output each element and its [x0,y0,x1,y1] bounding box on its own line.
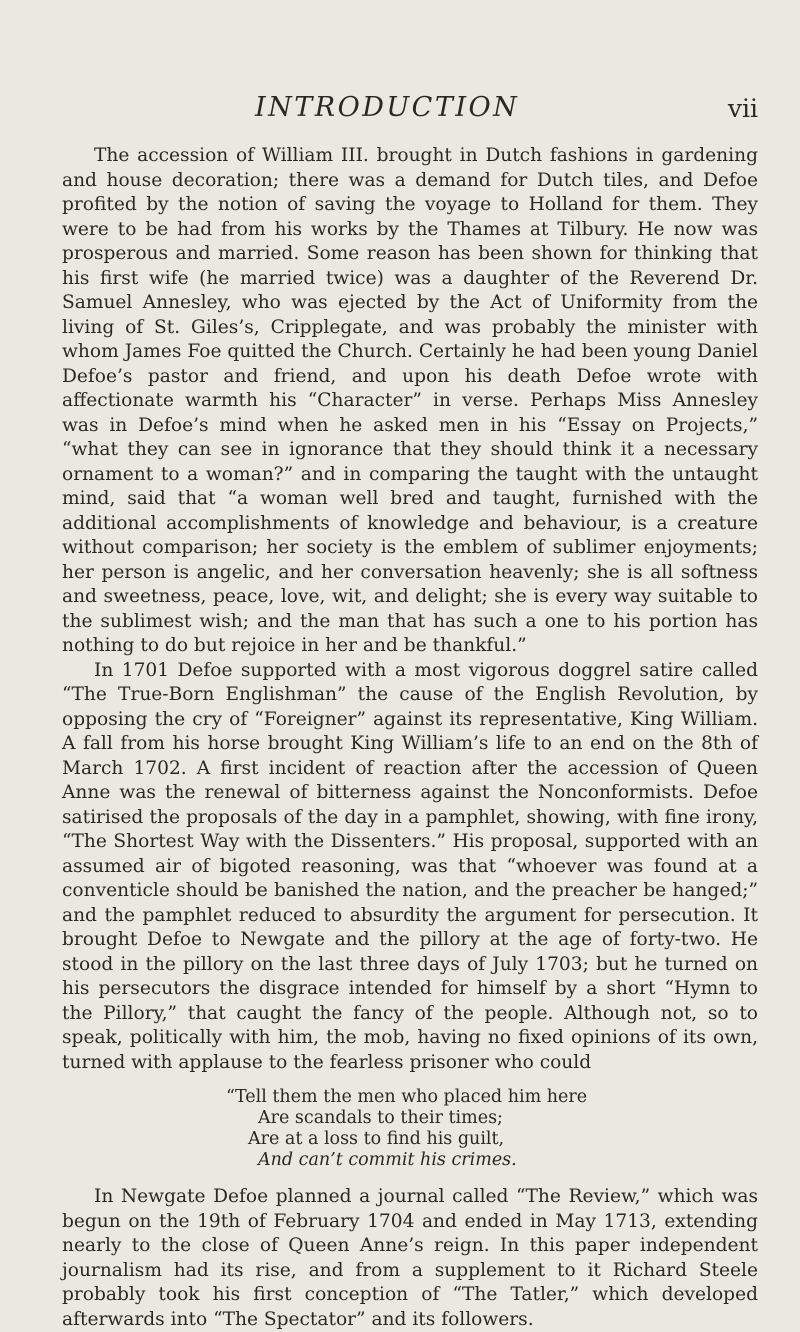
paragraph-accession: The accession of William III. brought in Dutch fashions in gardening and house decoration; there was a demand for Dutch tiles, and Defoe profited by the notion of saving the voyage to Holland for them. They were to be had from his works by the Thames at Tilbury. He now was prosperous and married. Some reason has been shown for thinking that his first wife (he married twice) was a daughter of the Reverend Dr. Samuel Annesley, who was ejected by the Act of Uniformity from the living of St. Giles’s, Cripplegate, and was probably the minister with whom James Foe quitted the Church. Certainly he had been young Daniel Defoe’s pastor and friend, and upon his death Defoe wrote with affectionate warmth his “Character” in verse. Perhaps Miss Annesley was in Defoe’s mind when he asked men in his “Essay on Projects,” “what they can see in ignorance that they should think it a necessary ornament to a woman?” and in comparing the taught with the untaught mind, said that “a woman well bred and taught, furnished with the additional accomplishments of knowledge and behaviour, is a creature without comparison; her society is the emblem of sublimer enjoyments; her person is angelic, and her conversation heavenly; she is all softness and sweetness, peace, love, wit, and delight; she is every way suitable to the sublimest wish; and the man that has such a one to his portion has nothing to do but rejoice in her and be thankful.” [62,145,758,656]
paragraph-true-born-englishman: In 1701 Defoe supported with a most vigorous doggrel satire called “The True-Born Englishman” the cause of the English Revolution, by opposing the cry of “Foreigner” against its representative, King William. A fall from his horse brought King William’s life to an end on the 8th of March 1702. A first incident of reaction after the accession of Queen Anne was the renewal of bitterness against the Nonconformists. Defoe satirised the proposals of the day in a pamphlet, showing, with fine irony, “The Shortest Way with the Dissenters.” His proposal, supported with an assumed air of bigoted reasoning, was that “whoever was found at a conventicle should be banished the nation, and the preacher be hanged;” and the pamphlet reduced to absurdity the argument for persecution. It brought Defoe to Newgate and the pillory at the age of forty-two. He stood in the pillory on the last three days of July 1703; but he turned on his persecutors the disgrace intended for himself by a short “Hymn to the Pillory,” that caught the fancy of the people. Although not, so to speak, politically with him, the mob, having no fixed opinions of its own, turned with applause to the fearless prisoner who could [62,659,758,1073]
running-head-title: INTRODUCTION [255,92,520,123]
verse-line: Are scandals to their times; [258,1108,503,1128]
body-text [62,144,758,1332]
running-head [255,92,758,128]
paragraph-review: In Newgate Defoe planned a journal called “The Review,” which was begun on the 19th of February 1704 and ended in May 1713, extending nearly to the close of Queen Anne’s reign. In this paper independent journalism had its rise, and from a supplement to it Richard Steele probably took his first conception of “The Tatler,” which developed afterwards into “The Spectator” and its followers. [62,1186,758,1330]
verse-line: Are at a loss to find his guilt, [248,1129,505,1149]
page-number: vii [727,94,758,123]
verse-line: “Tell them the men who placed him here [226,1087,588,1107]
hymn-to-the-pillory-quote [226,1087,758,1171]
verse-line: And can’t commit his crimes. [258,1150,517,1170]
